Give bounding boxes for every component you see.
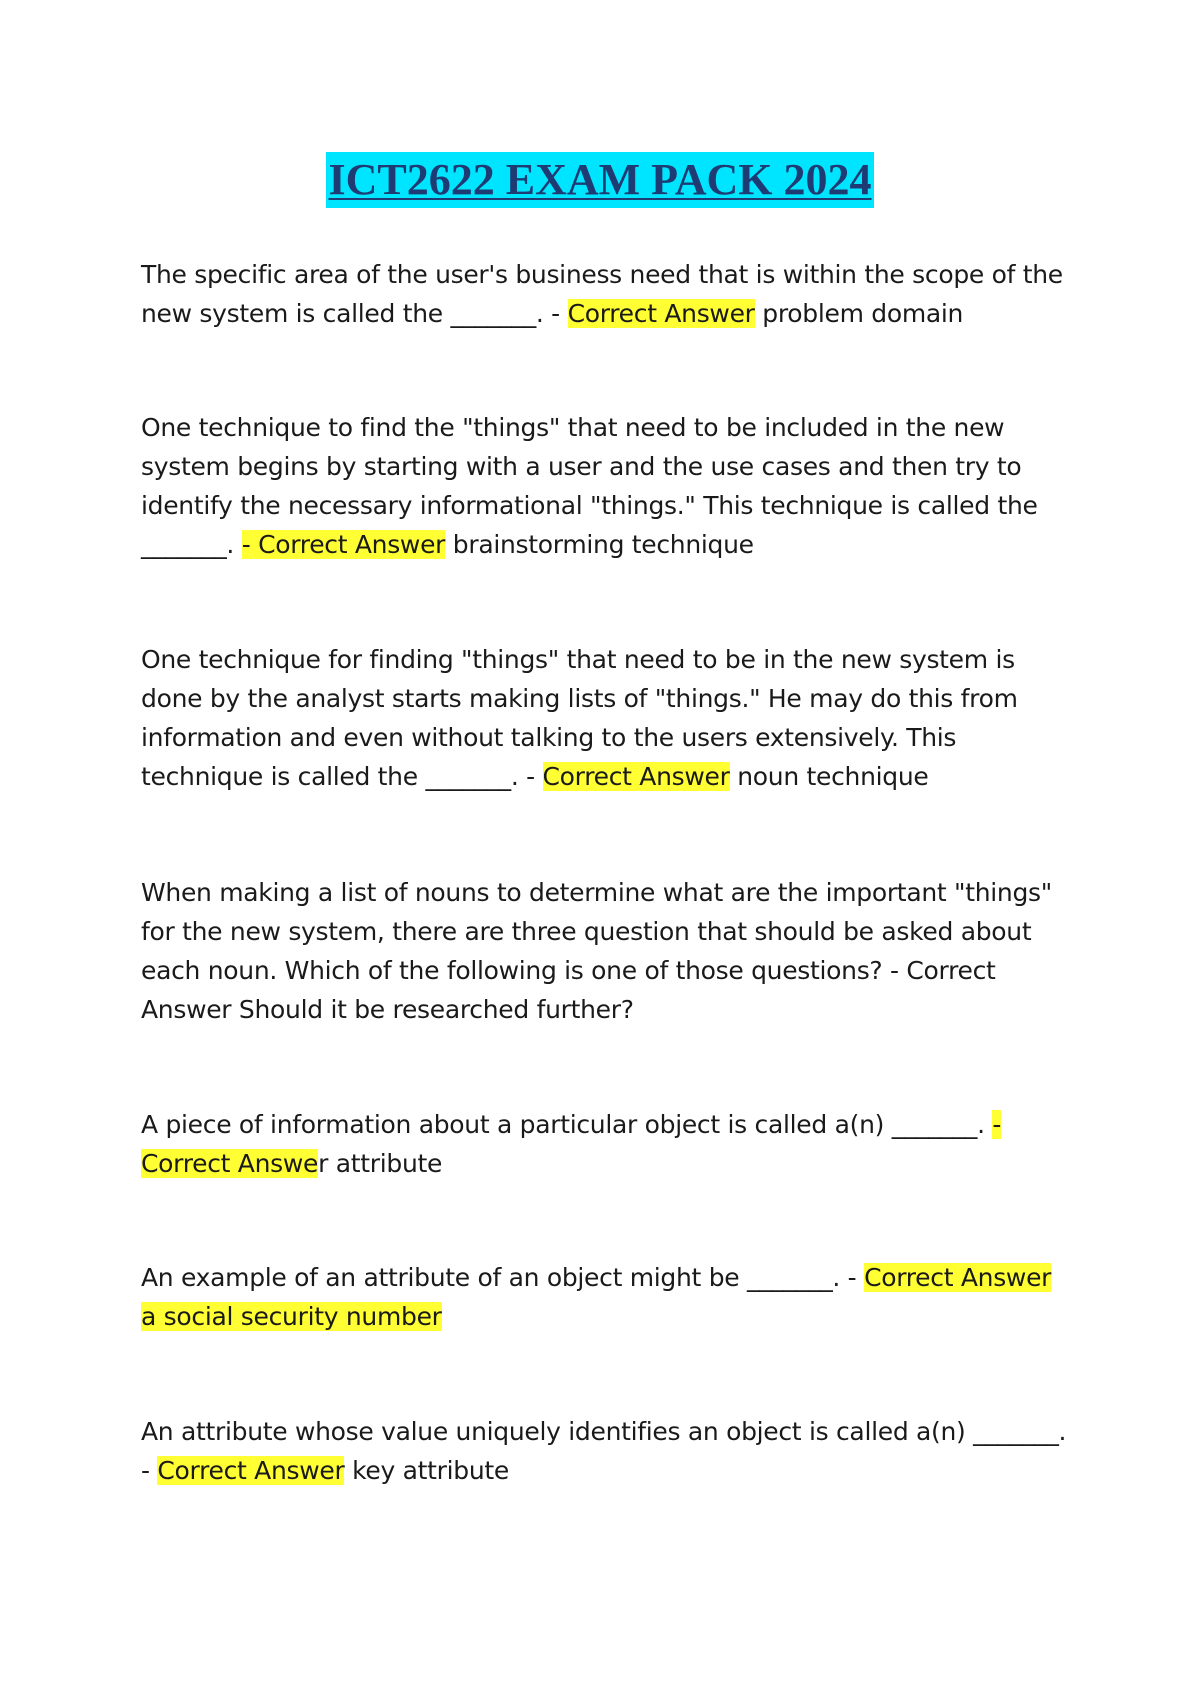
answer-text: r attribute [318,1149,443,1178]
qa-item-1 [141,255,1071,333]
highlighted-answer-label: Correct Answer [542,762,730,791]
document-title: ICT2622 EXAM PACK 2024 [326,152,873,208]
question-text: A piece of information about a particular object is called a(n) _______. [141,1110,993,1139]
answer-text: brainstorming technique [445,530,754,559]
question-text: The specific area of the user's business need that is within the scope of the new system is called the _______. - [141,260,1063,328]
answer-text: key attribute [344,1456,509,1485]
qa-item-7 [141,1412,1071,1490]
qa-item-2 [141,408,1071,564]
highlighted-answer-label: Correct Answer [567,299,755,328]
answer-text: problem domain [754,299,964,328]
answer-text: noun technique [729,762,929,791]
question-text: An attribute whose value uniquely identifies an object is called a(n) _______. - [141,1417,1067,1485]
highlighted-answer-label: - Correct Answer [241,530,446,559]
question-text: When making a list of nouns to determine what are the important "things" for the new system, there are three question that should be asked about each noun. Which of the following is one of those questions? - Correct Answer Should it be researched further? [141,878,1052,1024]
qa-item-3 [141,640,1071,796]
qa-item-4 [141,873,1071,1029]
highlighted-answer-label: Correct Answer [157,1456,345,1485]
title-container [0,152,1200,208]
highlighted-answer-label: Correct Answer a social security number [141,1263,1052,1331]
question-text: One technique for finding "things" that need to be in the new system is done by the analyst starts making lists of "things." He may do this from information and even without talking to the users extensively. This technique is called the _______. - [141,645,1018,791]
qa-item-5 [141,1105,1071,1183]
question-text: An example of an attribute of an object might be _______. - [141,1263,865,1292]
qa-item-6 [141,1258,1071,1336]
question-text: One technique to find the "things" that need to be included in the new system begins by starting with a user and the use cases and then try to identify the necessary informational "things." This technique is called the _______. [141,413,1038,559]
highlighted-answer-label: - Correct Answe [141,1110,1002,1178]
